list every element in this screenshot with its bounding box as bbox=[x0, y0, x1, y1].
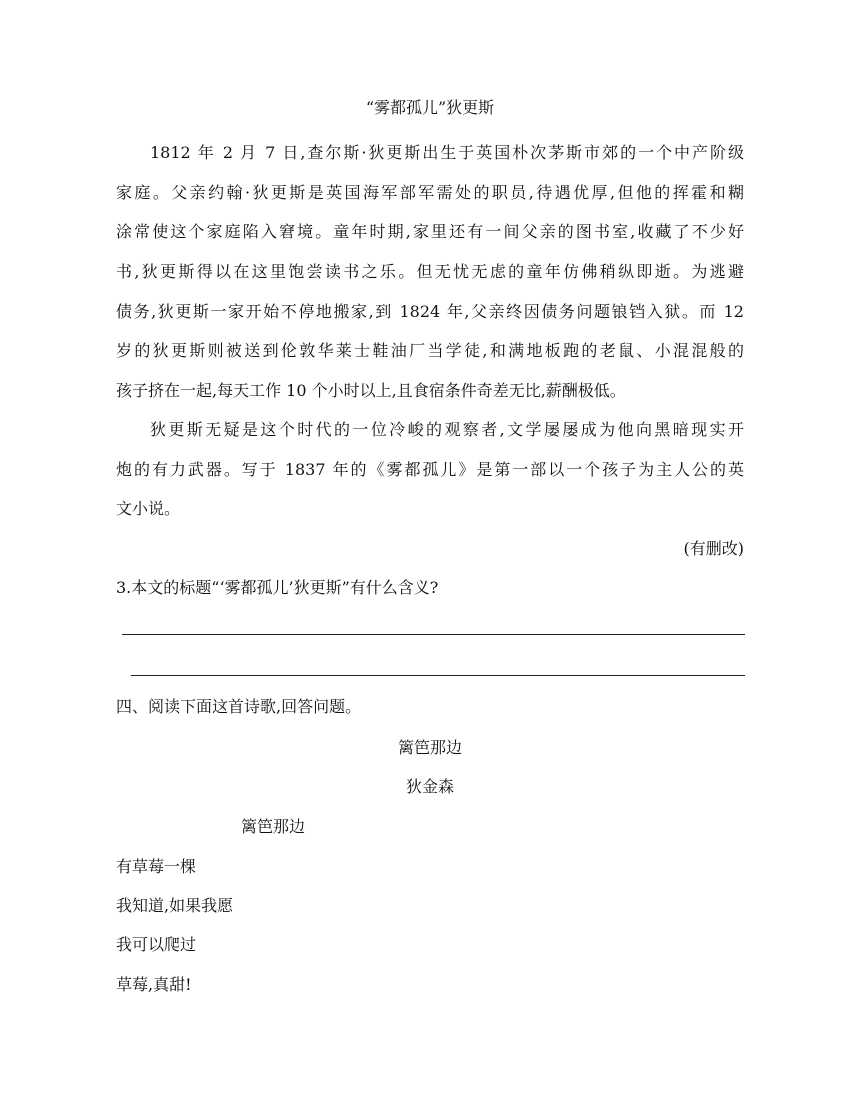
source-note: (有删改) bbox=[683, 539, 744, 558]
paragraph-2-line-2: 炮的有力武器。写于 1837 年的《雾都孤儿》是第一部以一个孩子为主人公的英 bbox=[116, 460, 744, 479]
poem-line-3: 我知道,如果我愿 bbox=[116, 896, 234, 915]
poem-line-4: 我可以爬过 bbox=[116, 935, 197, 954]
paragraph-1-line-4: 书,狄更斯得以在这里饱尝读书之乐。但无忧无虑的童年仿佛稍纵即逝。为逃避 bbox=[116, 262, 744, 281]
poem-line-2: 有草莓一棵 bbox=[116, 857, 197, 876]
paragraph-2-line-3: 文小说。 bbox=[116, 499, 181, 518]
paragraph-1-line-7: 孩子挤在一起,每天工作 10 个小时以上,且食宿条件奇差无比,薪酬极低。 bbox=[116, 381, 626, 400]
paragraph-1-line-1: 1812 年 2 月 7 日,查尔斯·狄更斯出生于英国朴次茅斯市郊的一个中产阶级 bbox=[150, 143, 744, 162]
poem-author: 狄金森 bbox=[405, 777, 454, 796]
paragraph-1-line-2: 家庭。父亲约翰·狄更斯是英国海军部军需处的职员,待遇优厚,但他的挥霍和糊 bbox=[116, 183, 744, 202]
answer-line-2[interactable] bbox=[131, 675, 745, 676]
paragraph-1-line-3: 涂常使这个家庭陷入窘境。童年时期,家里还有一间父亲的图书室,收藏了不少好 bbox=[116, 222, 744, 241]
question-3: 3.本文的标题“‘雾都孤儿’狄更斯”有什么含义? bbox=[116, 578, 439, 597]
section-4-heading: 四、阅读下面这首诗歌,回答问题。 bbox=[116, 697, 362, 716]
paragraph-1-line-5: 债务,狄更斯一家开始不停地搬家,到 1824 年,父亲终因债务问题锒铛入狱。而 12 bbox=[116, 302, 744, 321]
paragraph-1-line-6: 岁的狄更斯则被送到伦敦华莱士鞋油厂当学徒,和满地板跑的老鼠、小混混般的 bbox=[116, 341, 744, 360]
answer-line-1[interactable] bbox=[122, 634, 745, 635]
poem-title: 篱笆那边 bbox=[397, 738, 462, 757]
paragraph-2-line-1: 狄更斯无疑是这个时代的一位冷峻的观察者,文学屡屡成为他向黑暗现实开 bbox=[150, 420, 744, 439]
poem-line-5: 草莓,真甜! bbox=[116, 975, 192, 994]
poem-line-1: 篱笆那边 bbox=[241, 817, 306, 836]
article-title: “雾都孤儿”狄更斯 bbox=[365, 98, 495, 117]
